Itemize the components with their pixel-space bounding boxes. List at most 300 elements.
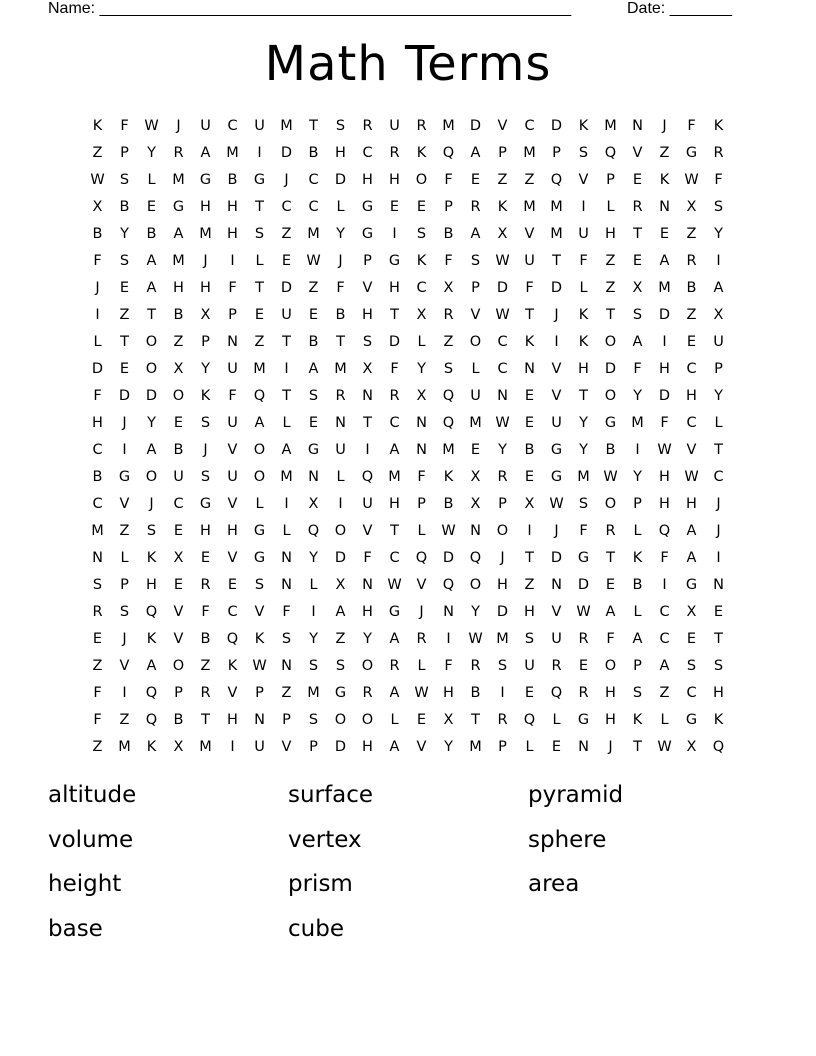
grid-letter: L: [660, 712, 669, 728]
grid-letter: A: [335, 604, 346, 620]
grid-letter: O: [172, 388, 185, 404]
grid-row: [84, 464, 732, 491]
grid-letter: E: [470, 172, 481, 188]
grid-letter: F: [606, 631, 615, 647]
grid-letter: V: [497, 118, 508, 134]
grid-letter: E: [551, 739, 562, 755]
grid-letter: O: [253, 469, 266, 485]
grid-letter: K: [713, 712, 724, 728]
grid-letter: F: [228, 280, 237, 296]
grid-letter: Z: [254, 334, 265, 350]
grid-letter: K: [92, 118, 103, 134]
grid-letter: S: [335, 658, 346, 674]
word-list-item: vertex: [288, 826, 362, 853]
grid-letter: T: [120, 334, 129, 350]
grid-letter: L: [417, 334, 426, 350]
grid-letter: I: [122, 442, 127, 458]
grid-letter: R: [578, 631, 589, 647]
grid-letter: L: [147, 172, 156, 188]
grid-letter: D: [658, 307, 671, 323]
grid-letter: F: [444, 253, 453, 269]
grid-letter: L: [417, 658, 426, 674]
grid-letter: A: [281, 442, 292, 458]
grid-letter: Y: [309, 550, 318, 566]
grid-letter: O: [361, 712, 374, 728]
grid-letter: Q: [415, 550, 428, 566]
grid-letter: X: [362, 361, 373, 377]
grid-letter: Z: [281, 226, 292, 242]
grid-letter: L: [120, 550, 129, 566]
grid-letter: Y: [579, 415, 588, 431]
grid-letter: S: [578, 145, 589, 161]
grid-letter: M: [523, 145, 536, 161]
grid-letter: V: [281, 739, 292, 755]
grid-letter: K: [659, 172, 670, 188]
grid-letter: X: [173, 550, 184, 566]
grid-letter: I: [257, 145, 262, 161]
grid-letter: X: [686, 199, 697, 215]
grid-letter: X: [335, 577, 346, 593]
grid-letter: D: [145, 388, 158, 404]
grid-letter: T: [201, 712, 210, 728]
grid-letter: L: [525, 739, 534, 755]
grid-letter: Y: [201, 361, 210, 377]
grid-letter: G: [334, 685, 347, 701]
grid-letter: R: [362, 685, 373, 701]
word-list-item: surface: [288, 782, 374, 808]
grid-letter: Z: [659, 145, 670, 161]
grid-letter: M: [469, 739, 482, 755]
grid-letter: J: [554, 307, 559, 323]
grid-letter: B: [308, 334, 319, 350]
grid-letter: U: [551, 415, 562, 431]
grid-letter: A: [470, 226, 481, 242]
grid-letter: C: [713, 469, 724, 485]
grid-letter: F: [201, 604, 210, 620]
grid-letter: W: [387, 577, 402, 593]
grid-letter: T: [336, 334, 345, 350]
grid-letter: O: [469, 577, 482, 593]
grid-letter: B: [605, 442, 616, 458]
grid-letter: W: [603, 469, 618, 485]
grid-letter: F: [660, 415, 669, 431]
grid-letter: X: [524, 496, 535, 512]
grid-letter: E: [389, 199, 400, 215]
grid-letter: I: [446, 631, 451, 647]
grid-letter: J: [716, 523, 721, 539]
grid-letter: H: [200, 523, 211, 539]
grid-letter: H: [389, 496, 400, 512]
grid-letter: T: [471, 712, 480, 728]
grid-letter: Y: [579, 442, 588, 458]
grid-letter: A: [146, 442, 157, 458]
grid-letter: I: [311, 604, 316, 620]
grid-letter: M: [226, 145, 239, 161]
grid-letter: W: [495, 253, 510, 269]
grid-letter: D: [442, 550, 455, 566]
grid-letter: G: [361, 226, 374, 242]
grid-letter: M: [334, 361, 347, 377]
grid-letter: E: [416, 712, 427, 728]
grid-letter: T: [579, 388, 588, 404]
grid-letter: O: [604, 658, 617, 674]
grid-letter: M: [658, 280, 671, 296]
grid-letter: W: [252, 658, 267, 674]
grid-letter: D: [334, 550, 347, 566]
grid-letter: H: [335, 145, 346, 161]
grid-row: [84, 383, 732, 410]
grid-row: [84, 410, 732, 437]
grid-letter: O: [604, 388, 617, 404]
grid-letter: W: [549, 496, 564, 512]
grid-letter: A: [686, 523, 697, 539]
grid-letter: F: [579, 523, 588, 539]
grid-letter: L: [606, 199, 615, 215]
grid-letter: F: [363, 550, 372, 566]
grid-row: [84, 437, 732, 464]
name-field-line: Name: _____________________________________________________: [48, 0, 572, 17]
grid-letter: H: [146, 577, 157, 593]
grid-letter: I: [392, 226, 397, 242]
grid-letter: O: [253, 442, 266, 458]
grid-letter: F: [120, 118, 129, 134]
page-title: Math Terms: [264, 36, 552, 92]
grid-letter: U: [335, 442, 346, 458]
grid-letter: D: [334, 172, 347, 188]
grid-letter: L: [633, 604, 642, 620]
grid-letter: D: [388, 334, 401, 350]
grid-letter: F: [390, 361, 399, 377]
grid-letter: N: [443, 604, 454, 620]
grid-letter: Y: [714, 388, 723, 404]
grid-letter: Y: [417, 361, 426, 377]
grid-letter: Z: [605, 253, 616, 269]
grid-letter: I: [716, 550, 721, 566]
grid-letter: Y: [633, 388, 642, 404]
grid-letter: E: [146, 199, 157, 215]
grid-row: [84, 707, 732, 734]
grid-letter: V: [632, 145, 643, 161]
grid-letter: S: [254, 226, 265, 242]
grid-letter: Z: [92, 145, 103, 161]
grid-letter: D: [496, 604, 509, 620]
grid-letter: K: [416, 253, 427, 269]
grid-letter: B: [119, 199, 130, 215]
grid-letter: Q: [658, 523, 671, 539]
grid-letter: Y: [147, 145, 156, 161]
grid-letter: U: [227, 415, 238, 431]
grid-letter: U: [713, 334, 724, 350]
grid-letter: E: [119, 280, 130, 296]
grid-letter: E: [200, 550, 211, 566]
grid-letter: T: [633, 739, 642, 755]
grid-letter: V: [416, 739, 427, 755]
grid-letter: B: [524, 442, 535, 458]
grid-letter: W: [684, 469, 699, 485]
grid-letter: H: [578, 361, 589, 377]
grid-letter: E: [173, 577, 184, 593]
grid-letter: P: [552, 145, 561, 161]
grid-letter: X: [632, 280, 643, 296]
grid-letter: C: [173, 496, 184, 512]
grid-letter: M: [469, 415, 482, 431]
grid-letter: M: [604, 118, 617, 134]
grid-letter: O: [361, 658, 374, 674]
grid-letter: I: [365, 442, 370, 458]
grid-letter: S: [254, 577, 265, 593]
grid-letter: M: [496, 631, 509, 647]
grid-letter: I: [122, 685, 127, 701]
grid-letter: I: [230, 739, 235, 755]
grid-letter: V: [416, 577, 427, 593]
grid-letter: E: [524, 685, 535, 701]
grid-letter: A: [389, 442, 400, 458]
grid-letter: F: [93, 712, 102, 728]
grid-letter: E: [524, 469, 535, 485]
grid-letter: H: [443, 685, 454, 701]
grid-letter: L: [552, 712, 561, 728]
grid-letter: E: [173, 415, 184, 431]
grid-letter: K: [578, 118, 589, 134]
grid-letter: L: [93, 334, 102, 350]
grid-letter: F: [93, 388, 102, 404]
grid-letter: O: [496, 523, 509, 539]
grid-letter: C: [92, 442, 103, 458]
grid-letter: Z: [605, 280, 616, 296]
grid-letter: U: [173, 469, 184, 485]
grid-letter: W: [657, 739, 672, 755]
grid-letter: D: [280, 280, 293, 296]
grid-letter: O: [604, 334, 617, 350]
grid-letter: N: [254, 712, 265, 728]
grid-letter: Q: [469, 550, 482, 566]
grid-letter: J: [122, 631, 127, 647]
grid-letter: X: [497, 226, 508, 242]
grid-letter: A: [632, 334, 643, 350]
grid-letter: A: [146, 280, 157, 296]
grid-letter: Z: [92, 658, 103, 674]
grid-letter: Q: [442, 415, 455, 431]
grid-letter: J: [149, 496, 154, 512]
grid-letter: N: [659, 199, 670, 215]
grid-letter: V: [686, 442, 697, 458]
grid-letter: G: [253, 172, 266, 188]
grid-letter: S: [713, 199, 724, 215]
grid-letter: V: [578, 172, 589, 188]
grid-letter: R: [686, 253, 697, 269]
grid-letter: D: [280, 145, 293, 161]
grid-letter: H: [227, 712, 238, 728]
grid-letter: Q: [307, 523, 320, 539]
grid-letter: P: [498, 145, 507, 161]
grid-letter: C: [686, 361, 697, 377]
grid-letter: U: [227, 469, 238, 485]
grid-letter: V: [119, 658, 130, 674]
header-line: [48, 0, 748, 20]
grid-letter: B: [92, 469, 103, 485]
grid-letter: Z: [524, 577, 535, 593]
grid-letter: R: [416, 631, 427, 647]
grid-letter: Q: [145, 712, 158, 728]
grid-letter: N: [470, 523, 481, 539]
grid-letter: H: [686, 496, 697, 512]
word-list-item: base: [48, 915, 103, 942]
grid-letter: R: [470, 658, 481, 674]
grid-letter: M: [118, 739, 131, 755]
grid-letter: V: [470, 307, 481, 323]
grid-letter: H: [659, 496, 670, 512]
grid-letter: N: [416, 442, 427, 458]
grid-letter: I: [581, 199, 586, 215]
grid-letter: O: [334, 712, 347, 728]
grid-letter: M: [91, 523, 104, 539]
grid-letter: J: [284, 172, 289, 188]
grid-letter: E: [605, 577, 616, 593]
grid-letter: C: [389, 415, 400, 431]
grid-letter: S: [578, 496, 589, 512]
grid-letter: G: [577, 550, 590, 566]
grid-letter: R: [389, 388, 400, 404]
grid-letter: R: [497, 469, 508, 485]
grid-letter: S: [362, 334, 373, 350]
grid-letter: R: [713, 145, 724, 161]
grid-letter: P: [633, 658, 642, 674]
grid-letter: O: [334, 523, 347, 539]
grid-letter: G: [199, 172, 212, 188]
grid-letter: M: [280, 118, 293, 134]
grid-letter: P: [120, 145, 129, 161]
grid-letter: T: [552, 253, 561, 269]
grid-letter: K: [146, 550, 157, 566]
grid-letter: Z: [335, 631, 346, 647]
grid-letter: O: [145, 469, 158, 485]
grid-letter: G: [550, 469, 563, 485]
grid-letter: Z: [281, 685, 292, 701]
grid-letter: Y: [147, 415, 156, 431]
grid-letter: I: [500, 685, 505, 701]
grid-letter: F: [444, 172, 453, 188]
grid-letter: D: [658, 388, 671, 404]
grid-letter: M: [199, 226, 212, 242]
word-list-item: volume: [48, 826, 134, 853]
grid-letter: J: [608, 739, 613, 755]
grid-letter: V: [227, 685, 238, 701]
grid-letter: P: [363, 253, 372, 269]
grid-letter: X: [470, 469, 481, 485]
grid-letter: O: [415, 172, 428, 188]
grid-row: [84, 140, 732, 167]
grid-letter: P: [498, 739, 507, 755]
grid-letter: C: [686, 415, 697, 431]
grid-letter: J: [662, 118, 667, 134]
grid-letter: Q: [604, 145, 617, 161]
grid-letter: M: [442, 118, 455, 134]
grid-letter: N: [308, 469, 319, 485]
grid-letter: U: [200, 118, 211, 134]
grid-letter: A: [470, 145, 481, 161]
grid-letter: W: [495, 307, 510, 323]
grid-letter: C: [92, 496, 103, 512]
grid-letter: P: [309, 739, 318, 755]
grid-letter: E: [632, 253, 643, 269]
grid-letter: I: [554, 334, 559, 350]
grid-letter: V: [551, 388, 562, 404]
grid-letter: V: [362, 280, 373, 296]
grid-letter: E: [659, 226, 670, 242]
grid-letter: E: [92, 631, 103, 647]
grid-letter: L: [336, 469, 345, 485]
grid-letter: W: [414, 685, 429, 701]
grid-letter: E: [686, 631, 697, 647]
grid-letter: M: [523, 199, 536, 215]
grid-letter: E: [524, 388, 535, 404]
grid-letter: S: [335, 118, 346, 134]
grid-letter: E: [254, 307, 265, 323]
grid-letter: I: [230, 253, 235, 269]
grid-letter: Z: [524, 172, 535, 188]
grid-letter: X: [470, 496, 481, 512]
grid-letter: N: [227, 334, 238, 350]
grid-row: [84, 626, 732, 653]
grid-letter: N: [281, 658, 292, 674]
grid-letter: S: [119, 604, 130, 620]
grid-letter: Z: [119, 307, 130, 323]
grid-letter: K: [632, 712, 643, 728]
grid-letter: N: [281, 577, 292, 593]
grid-row: [84, 167, 732, 194]
grid-letter: C: [497, 361, 508, 377]
grid-letter: S: [119, 253, 130, 269]
grid-letter: T: [525, 550, 534, 566]
grid-letter: V: [173, 604, 184, 620]
grid-letter: E: [470, 442, 481, 458]
grid-letter: S: [119, 172, 130, 188]
grid-letter: T: [282, 334, 291, 350]
grid-letter: R: [443, 307, 454, 323]
grid-letter: S: [281, 631, 292, 647]
grid-letter: L: [282, 523, 291, 539]
grid-letter: X: [92, 199, 103, 215]
grid-letter: G: [172, 199, 185, 215]
grid-letter: Q: [442, 145, 455, 161]
grid-letter: A: [713, 280, 724, 296]
grid-letter: X: [173, 361, 184, 377]
grid-letter: H: [659, 469, 670, 485]
grid-letter: X: [713, 307, 724, 323]
grid-letter: E: [119, 361, 130, 377]
word-list-item: cube: [288, 915, 344, 942]
grid-letter: L: [471, 361, 480, 377]
grid-letter: Q: [712, 739, 725, 755]
grid-letter: G: [550, 442, 563, 458]
grid-letter: Q: [226, 631, 239, 647]
grid-letter: E: [686, 334, 697, 350]
grid-letter: Z: [200, 658, 211, 674]
grid-letter: A: [659, 658, 670, 674]
grid-letter: N: [362, 388, 373, 404]
grid-letter: B: [173, 307, 184, 323]
grid-letter: K: [146, 739, 157, 755]
grid-letter: F: [417, 469, 426, 485]
grid-letter: W: [576, 604, 591, 620]
grid-letter: S: [92, 577, 103, 593]
grid-letter: S: [632, 307, 643, 323]
grid-letter: B: [173, 712, 184, 728]
grid-letter: M: [307, 226, 320, 242]
grid-letter: S: [308, 388, 319, 404]
grid-letter: Q: [253, 388, 266, 404]
grid-letter: P: [633, 496, 642, 512]
